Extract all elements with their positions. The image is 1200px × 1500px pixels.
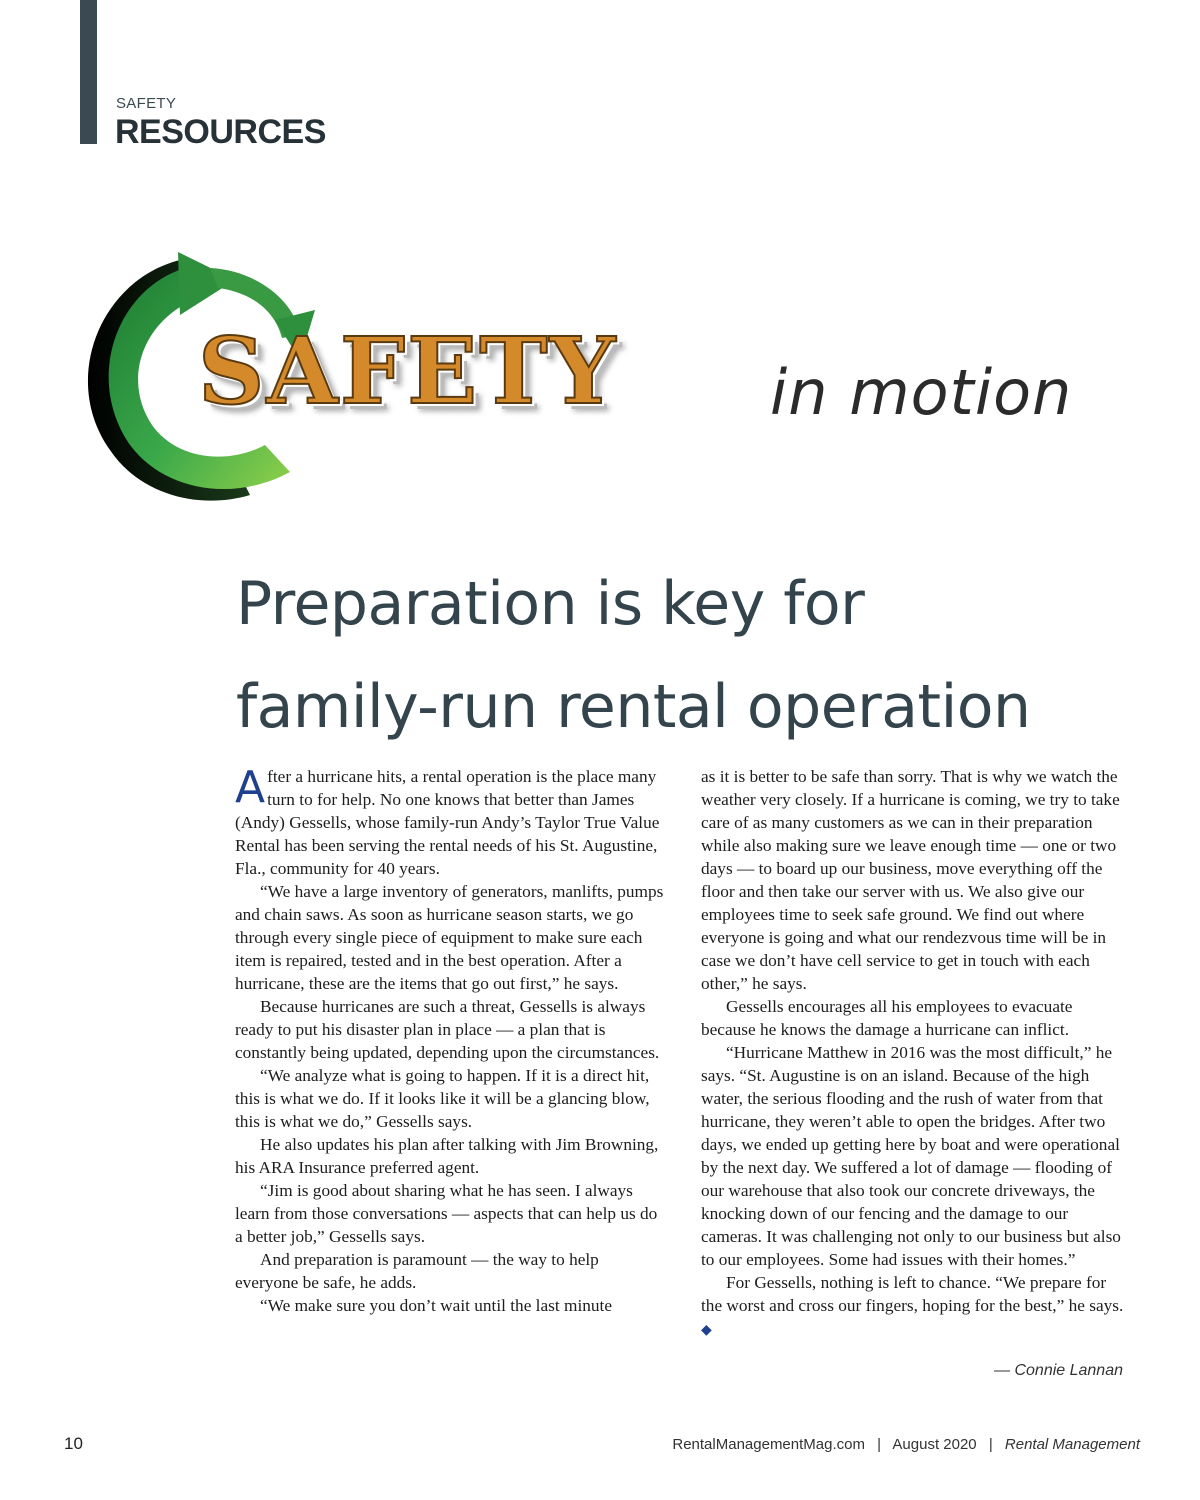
paragraph: For Gessells, nothing is left to chance. “We prepare for the worst and cross our fingers, hoping for the best,” he says. ◆ (701, 1273, 1124, 1338)
footer-separator: | (877, 1436, 882, 1453)
article-column-left (235, 762, 665, 1317)
footer-publication: Rental Management (1004, 1436, 1140, 1453)
page-number: 10 (64, 1434, 83, 1453)
headline-line-2: family-run rental operation (236, 672, 1031, 742)
paragraph: “We analyze what is going to happen. If it is a direct hit, this is what we do. If it looks like it will be a glancing blow, this is what we do,” Gessells says. (235, 1066, 650, 1131)
paragraph: And preparation is paramount — the way to help everyone be safe, he adds. (235, 1250, 599, 1292)
footer-separator: | (988, 1436, 993, 1453)
logo-wordmark: SAFETY (198, 317, 618, 425)
paragraph: “We have a large inventory of generators, manlifts, pumps and chain saws. As soon as hurricane season starts, we go through every single piece of equipment to make sure each item is repaired, tested and in the best operation. After a hurricane, these are the items that go out first,” he says. (235, 882, 664, 993)
byline: — Connie Lannan (994, 1362, 1123, 1379)
paragraph: After a hurricane hits, a rental operation is the place many turn to for help. No one knows that better than James (Andy) Gessells, whose family-run Andy’s Taylor True Value Rental has been serving the rental needs of his St. Augustine, Fla., community for 40 years. (235, 762, 660, 878)
drop-cap: A (235, 762, 266, 813)
paragraph: Gessells encourages all his employees to evacuate because he knows the damage a hurricane can inflict. (701, 997, 1073, 1039)
paragraph: Because hurricanes are such a threat, Gessells is always ready to put his disaster plan in place — a plan that is constantly being updated, depending upon the circumstances. (235, 997, 660, 1062)
section-kicker: SAFETY (116, 95, 177, 112)
accent-bar (80, 0, 97, 144)
logo-tagline: in motion (770, 356, 1073, 429)
footer-site: RentalManagementMag.com (672, 1436, 865, 1453)
article-headline (236, 553, 1136, 759)
paragraph: “Jim is good about sharing what he has seen. I always learn from those conversations — aspects that can help us do a better job,” Gessells says. (235, 1181, 658, 1246)
paragraph: “Hurricane Matthew in 2016 was the most difficult,” he says. “St. Augustine is on an island. Because of the high water, the serious flooding and the rush of water from that hurricane, they weren’t able to open the bridges. After two days, we ended up getting here by boat and were operational by the next day. We suffered a lot of damage — flooding of our warehouse that also took our concrete driveways, the knocking down of our fencing and the damage to our cameras. It was challenging not only to our business but also to our employees. Some had issues with their homes.” (701, 1043, 1121, 1269)
paragraph: He also updates his plan after talking with Jim Browning, his ARA Insurance preferred agent. (235, 1135, 659, 1177)
section-title: RESOURCES (115, 113, 326, 151)
paragraph: “We make sure you don’t wait until the last minute (260, 1296, 612, 1315)
footer-issue: August 2020 (892, 1436, 977, 1453)
page-footer (672, 1436, 1140, 1453)
article-column-right (701, 765, 1131, 1342)
end-mark-icon: ◆ (701, 1323, 712, 1338)
paragraph: as it is better to be safe than sorry. That is why we watch the weather very closely. If a hurricane is coming, we try to take care of as many customers as we can in their preparation while also making sure we leave enough time — one or two days — to board up our business, move everything off the floor and then take our server with us. We also give our employees time to seek safe ground. We find out where everyone is going and what our rendezvous time will be in case we don’t have cell service to get in touch with each other,” he says. (701, 767, 1120, 993)
headline-line-1: Preparation is key for (236, 569, 865, 639)
